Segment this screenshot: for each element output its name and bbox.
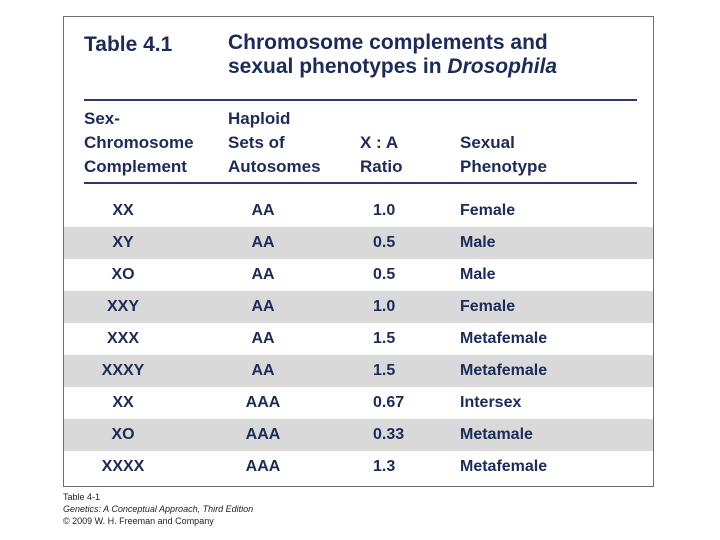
cell-autosomes: AA — [251, 298, 275, 315]
cell-complement: XXY — [106, 298, 139, 315]
caption-copyright: © 2009 W. H. Freeman and Company — [63, 516, 214, 526]
cell-ratio: 1.5 — [373, 362, 396, 379]
table-frame — [63, 16, 654, 487]
table-body — [64, 195, 653, 483]
table-title-line2 — [228, 55, 638, 79]
cell-ratio: 1.0 — [373, 298, 396, 315]
table-row — [64, 291, 653, 323]
cell-complement: XO — [111, 426, 135, 443]
cell-phenotype: Female — [460, 298, 516, 315]
table-row — [64, 259, 653, 291]
header-xa-ratio — [360, 107, 403, 179]
cell-autosomes: AA — [251, 362, 275, 379]
caption-source: Genetics: A Conceptual Approach, Third Edition — [63, 504, 254, 514]
cell-complement: XXXX — [101, 458, 145, 475]
cell-autosomes: AA — [251, 202, 275, 219]
cell-phenotype: Metafemale — [460, 362, 548, 379]
cell-autosomes: AA — [251, 330, 275, 347]
header-top-rule — [84, 99, 637, 101]
header-line: Sets of — [228, 133, 285, 152]
cell-ratio: 1.5 — [373, 330, 396, 347]
cell-autosomes: AAA — [245, 458, 281, 475]
table-title-line1: Chromosome complements and — [228, 31, 548, 54]
table-label: Table 4.1 — [84, 33, 173, 56]
cell-ratio: 1.3 — [373, 458, 396, 475]
header-line: Chromosome — [84, 133, 194, 152]
cell-ratio: 1.0 — [373, 202, 396, 219]
figure-caption — [63, 491, 253, 527]
table-title-organism: Drosophila — [447, 55, 558, 78]
cell-phenotype: Metafemale — [460, 458, 548, 475]
cell-phenotype: Metafemale — [460, 330, 548, 347]
header-bottom-rule — [84, 182, 637, 184]
table-row — [64, 451, 653, 483]
header-line: Phenotype — [460, 157, 547, 176]
header-line: Autosomes — [228, 157, 321, 176]
cell-phenotype: Metamale — [460, 426, 533, 443]
header-line: Sex- — [84, 109, 120, 128]
header-line: Ratio — [360, 157, 403, 176]
cell-ratio: 0.5 — [373, 266, 396, 283]
cell-phenotype: Male — [460, 234, 496, 251]
cell-complement: XXXY — [101, 362, 145, 379]
table-title-line2-prefix: sexual phenotypes in — [228, 55, 448, 78]
table-row — [64, 323, 653, 355]
cell-autosomes: AAA — [245, 394, 281, 411]
header-sexual-phenotype — [460, 107, 547, 179]
table-row — [64, 195, 653, 227]
table-title — [228, 31, 638, 79]
header-sex-chromosome-complement — [84, 107, 194, 179]
header-line — [460, 107, 547, 131]
cell-complement: XXX — [106, 330, 139, 347]
header-line: Sexual — [460, 133, 515, 152]
cell-complement: XY — [112, 234, 134, 251]
cell-ratio: 0.5 — [373, 234, 396, 251]
header-line: X : A — [360, 133, 399, 152]
cell-phenotype: Male — [460, 266, 496, 283]
table-row — [64, 419, 653, 451]
caption-table-id: Table 4-1 — [63, 492, 101, 502]
header-line: Haploid — [228, 109, 291, 128]
cell-complement: XX — [112, 202, 134, 219]
header-line — [360, 107, 403, 131]
cell-autosomes: AA — [251, 266, 275, 283]
cell-phenotype: Female — [460, 202, 516, 219]
cell-phenotype: Intersex — [460, 394, 522, 411]
table-row — [64, 387, 653, 419]
cell-autosomes: AA — [251, 234, 275, 251]
table-row — [64, 227, 653, 259]
cell-autosomes: AAA — [245, 426, 281, 443]
table-row — [64, 355, 653, 387]
header-haploid-sets — [228, 107, 321, 179]
header-line: Complement — [84, 157, 187, 176]
cell-ratio: 0.33 — [373, 426, 405, 443]
cell-ratio: 0.67 — [373, 394, 405, 411]
cell-complement: XX — [112, 394, 134, 411]
cell-complement: XO — [111, 266, 135, 283]
